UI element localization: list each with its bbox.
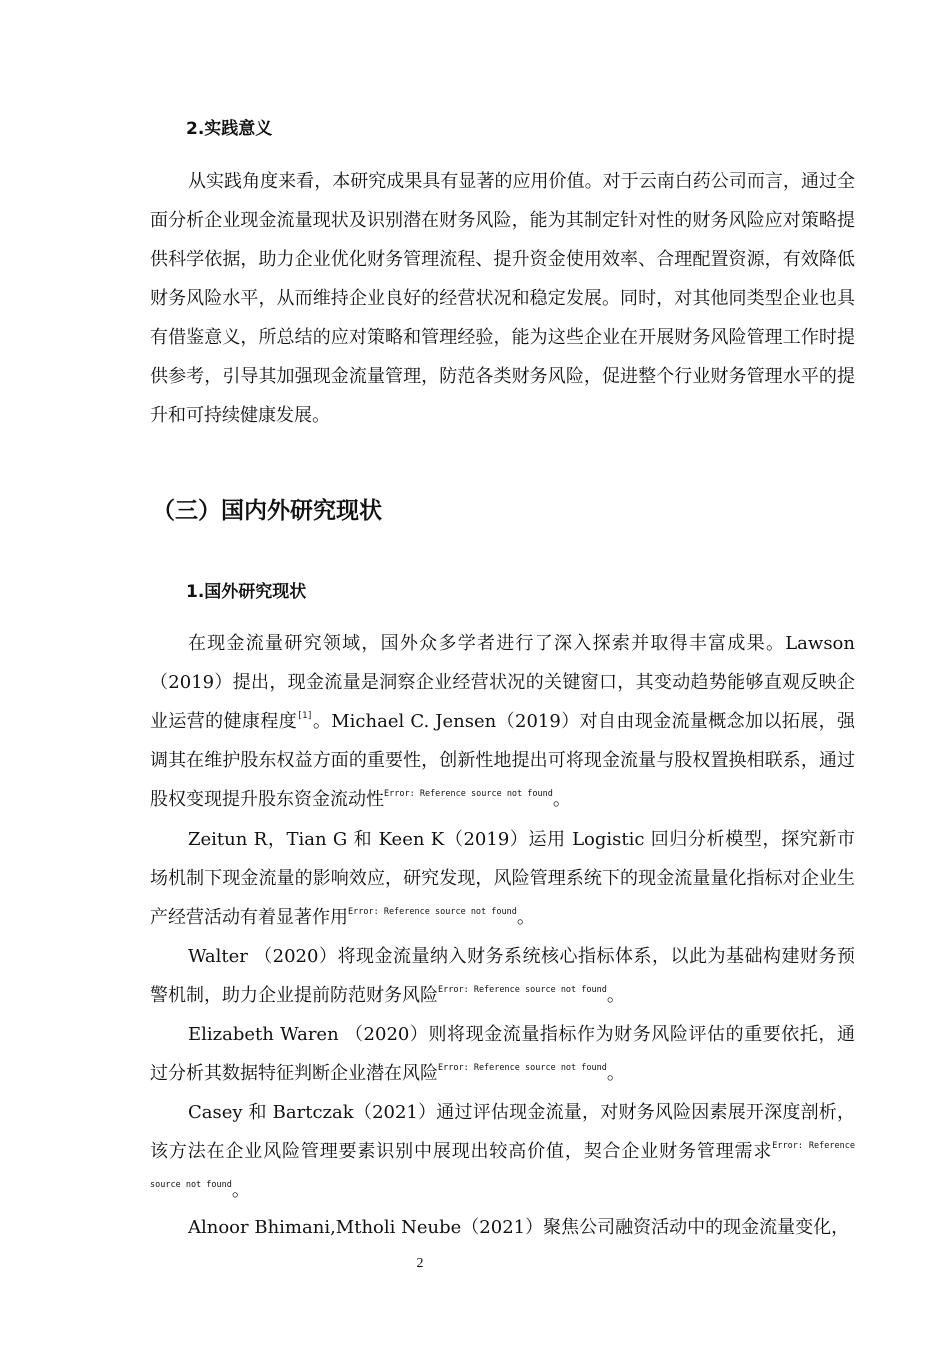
paragraph-text: Walter （2020）将现金流量纳入财务系统核心指标体系，以此为基础构建财务预警机制，助力企业提前防范财务风险 [150,946,855,1006]
paragraph-text: Casey 和 Bartczak（2021）通过评估现金流量，对财务风险因素展开深度剖析，该方法在企业风险管理要素识别中展现出较高价值，契合企业财务管理需求 [150,1102,855,1162]
citation-error: Error: Reference source not found [348,907,517,917]
paragraph-text: 。 [606,1063,625,1084]
paragraph-text: 。 [552,789,571,810]
section-heading-research-status: （三）国内外研究现状 [152,498,382,524]
paragraph-text: 。Michael C. Jensen（2019）对自由现金流量概念加以拓展，强调其在维护股东权益方面的重要性，创新性地提出可将现金流量与股权置换相联系，通过股权变现提升股东资金流动性 [150,711,855,810]
paragraph-practical-significance: 从实践角度来看，本研究成果具有显著的应用价值。对于云南白药公司而言，通过全面分析企业现金流量现状及识别潜在财务风险，能为其制定针对性的财务风险应对策略提供科学依据，助力企业优化财务管理流程、提升资金使用效率、合理配置资源，有效降低财务风险水平，从而维持企业良好的经营状况和稳定发展。同时，对其他同类型企业也具有借鉴意义，所总结的应对策略和管理经验，能为这些企业在开展财务风险管理工作时提供参考，引导其加强现金流量管理，防范各类财务风险，促进整个行业财务管理水平的提升和可持续健康发展。 [150,171,855,426]
paragraph-text: 。 [231,1180,250,1201]
citation-error: Error: Reference source not found [384,789,553,799]
paragraph-lawson-jensen [150,624,855,819]
paragraph-text: 。 [516,907,535,928]
paragraph-text: 。 [606,985,625,1006]
citation-error: Error: Reference source not found [438,1063,607,1073]
section-heading-practical-significance: 2.实践意义 [186,119,273,139]
subheading-foreign-research: 1.国外研究现状 [186,582,307,602]
citation-error: Error: Reference source not found [438,985,607,995]
citation-reference: [1] [297,711,313,721]
paragraph-text: 在现金流量研究领域，国外众多学者进行了深入探索并取得丰富成果。Lawson（2019）提出，现金流量是洞察企业经营状况的关键窗口，其变动趋势能够直观反映企业运营的健康程度 [150,633,855,732]
paragraph-bhimani-neube [150,1208,855,1247]
paragraph-casey-bartczak [150,1093,855,1210]
paragraph-text: Alnoor Bhimani,Mtholi Neube（2021）聚焦公司融资活动中的现金流量变化， [188,1217,850,1238]
paragraph-walter [150,937,855,1015]
paragraph-text: Elizabeth Waren （2020）则将现金流量指标作为财务风险评估的重要依托，通过分析其数据特征判断企业潜在风险 [150,1024,855,1084]
paragraph-zeitun [150,820,855,937]
page-number: 2 [416,1256,424,1271]
citation-error: Error: Reference source not found [150,1141,855,1190]
paragraph-elizabeth-waren [150,1015,855,1093]
paragraph-text: Zeitun R，Tian G 和 Keen K（2019）运用 Logistic 回归分析模型，探究新市场机制下现金流量的影响效应，研究发现，风险管理系统下的现金流量量化指标对企业生产经营活动有着显著作用 [150,829,855,928]
